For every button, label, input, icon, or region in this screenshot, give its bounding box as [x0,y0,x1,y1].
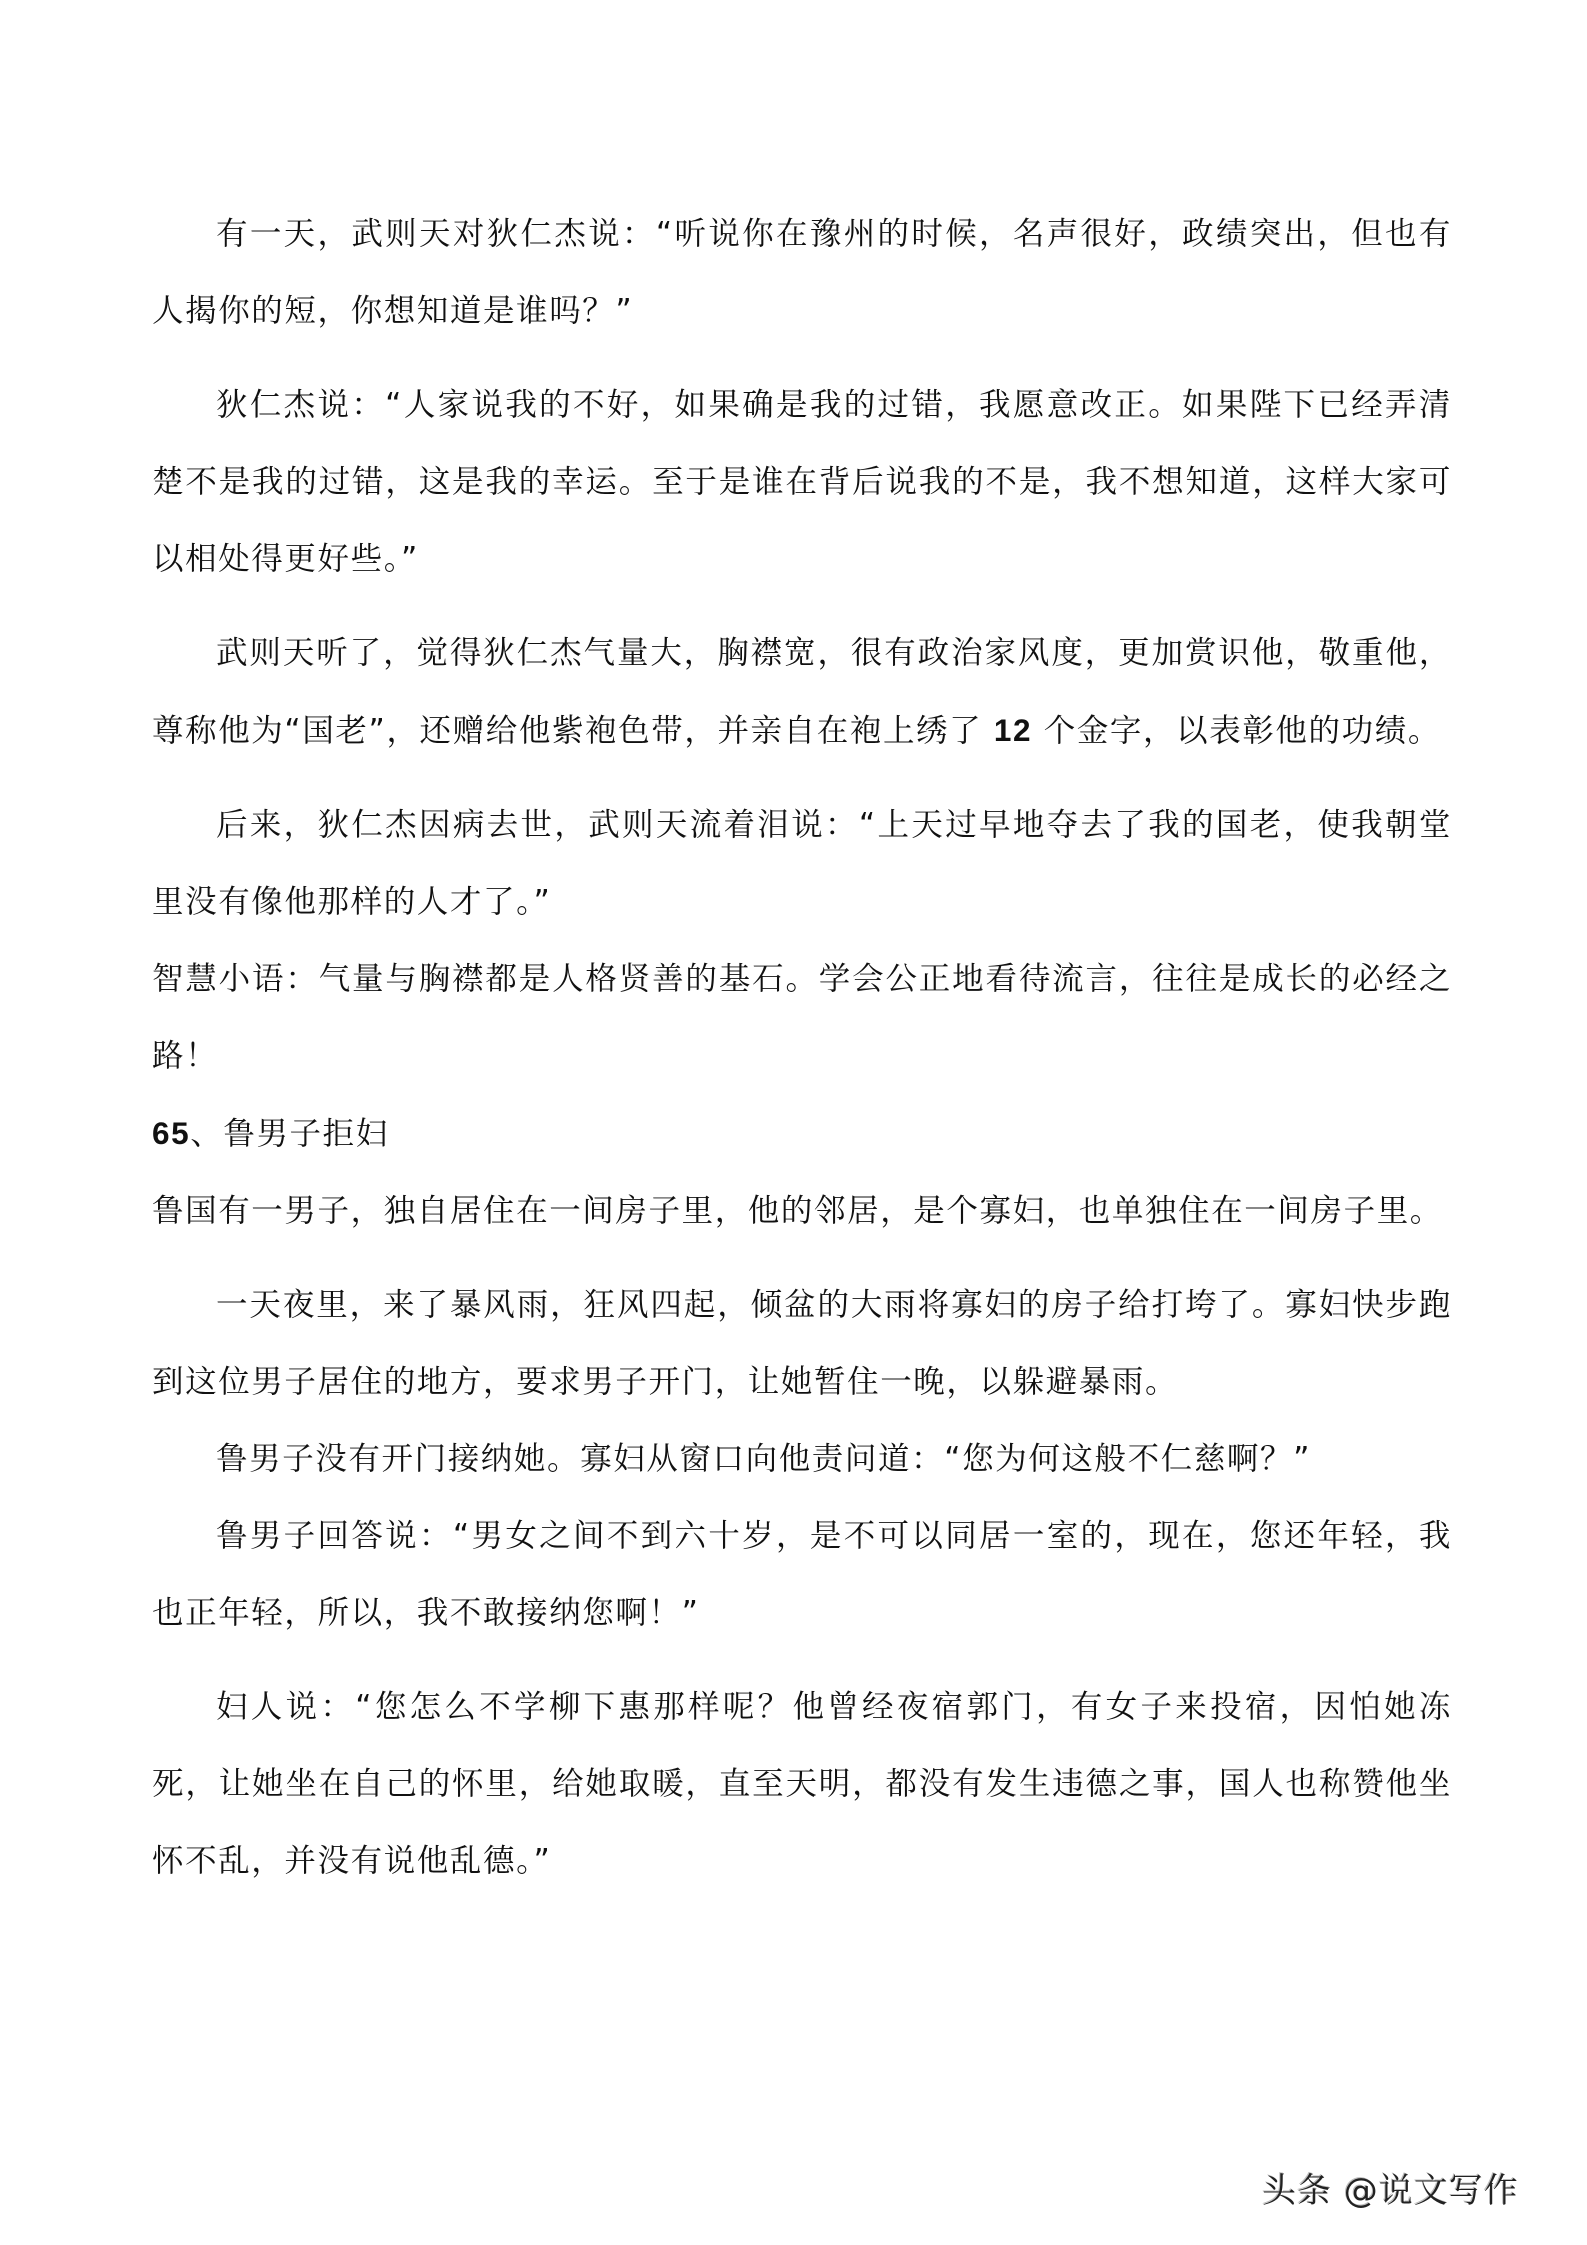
section-heading [152,1095,1452,1173]
paragraph-3 [152,615,1452,770]
paragraph-7: 鲁国有一男子，独自居住在一间房子里，他的邻居，是个寡妇，也单独住在一间房子里。 [152,1193,1443,1229]
paragraph-8: 一天夜里，来了暴风雨，狂风四起，倾盆的大雨将寡妇的房子给打垮了。寡妇快步跑到这位男子居住的地方，要求男子开门，让她暂住一晚，以躲避暴雨。 [152,1287,1452,1400]
paragraph-2: 狄仁杰说：“人家说我的不好，如果确是我的过错，我愿意改正。如果陛下已经弄清楚不是我的过错，这是我的幸运。至于是谁在背后说我的不是，我不想知道，这样大家可以相处得更好些。” [152,387,1452,577]
paragraph-11: 妇人说：“您怎么不学柳下惠那样呢？他曾经夜宿郭门，有女子来投宿，因怕她冻死，让她坐在自己的怀里，给她取暖，直至天明，都没有发生违德之事，国人也称赞他坐怀不乱，并没有说他乱德。” [152,1689,1452,1879]
number-twelve: 12 [993,712,1033,748]
section-title: 、鲁男子拒妇 [190,1116,389,1152]
watermark: 头条 @说文写作 [1262,2171,1519,2211]
section-number: 65 [152,1115,191,1151]
paragraph-3-text-a: 武则天听了，觉得狄仁杰气量大，胸襟宽，很有政治家风度，更加赏识他，敬重他，尊称他为“国老”，还赠给他紫袍色带，并亲自在袍上绣了 [152,635,1452,749]
document-page [152,196,1452,1900]
paragraph-9: 鲁男子没有开门接纳她。寡妇从窗口向他责问道：“您为何这般不仁慈啊？” [216,1441,1312,1477]
paragraph-3-text-b: 个金字，以表彰他的功绩。 [1032,713,1441,749]
paragraph-10: 鲁男子回答说：“男女之间不到六十岁，是不可以同居一室的，现在，您还年轻，我也正年轻，所以，我不敢接纳您啊！” [152,1518,1452,1631]
wisdom-note: 智慧小语：气量与胸襟都是人格贤善的基石。学会公正地看待流言，往往是成长的必经之路！ [152,961,1452,1074]
paragraph-1: 有一天，武则天对狄仁杰说：“听说你在豫州的时候，名声很好，政绩突出，但也有人揭你的短，你想知道是谁吗？” [152,216,1452,329]
paragraph-4: 后来，狄仁杰因病去世，武则天流着泪说：“上天过早地夺去了我的国老，使我朝堂里没有像他那样的人才了。” [152,807,1452,920]
